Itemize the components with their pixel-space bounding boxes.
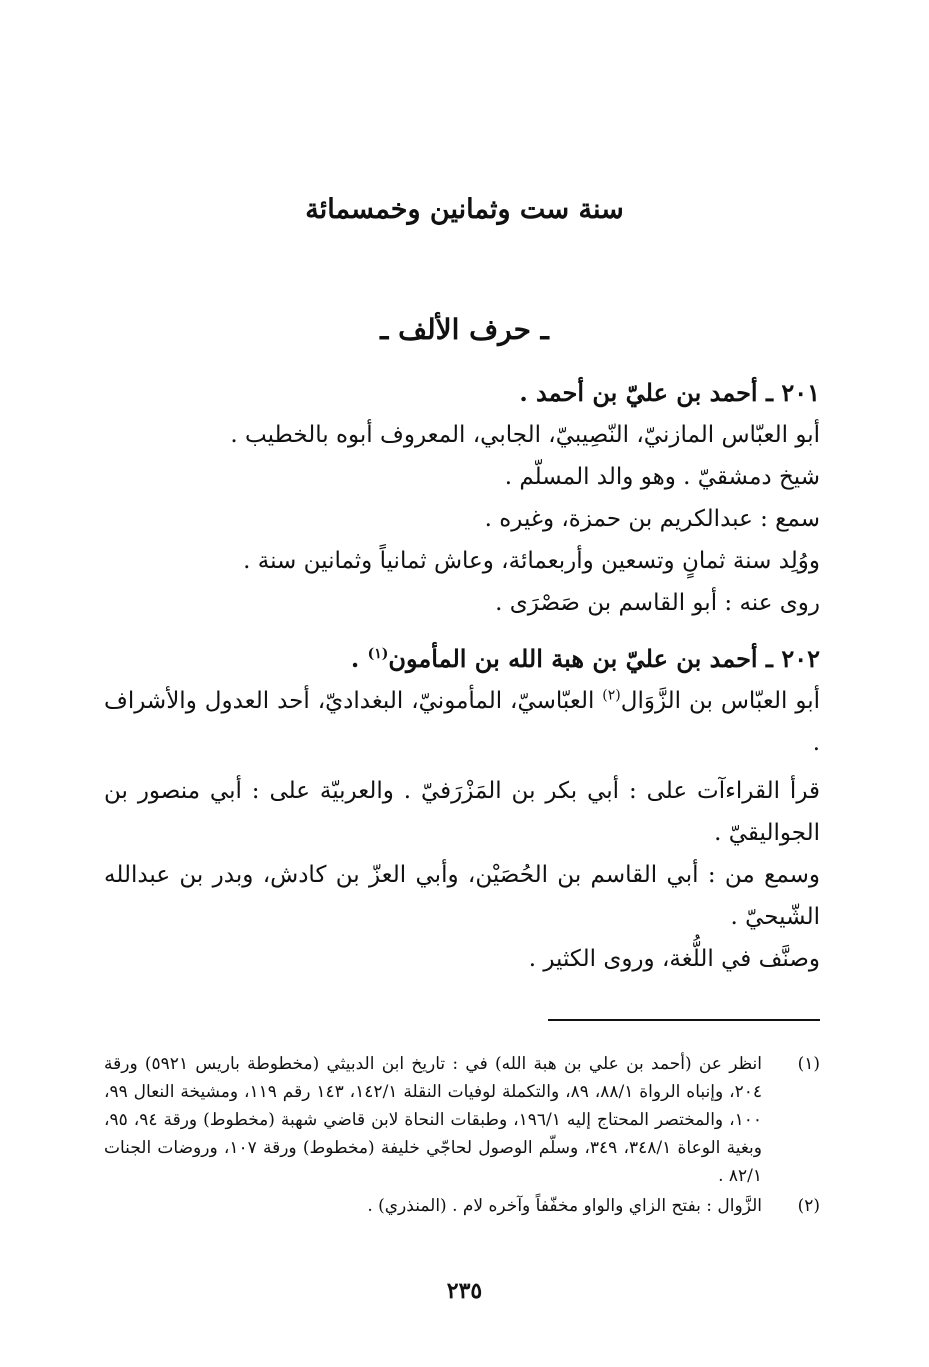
- entry-202-nisba: العبّاسيّ، المأمونيّ، البغداديّ، أحد العدول والأشراف .: [104, 688, 820, 756]
- entry-201-line: روى عنه : أبو القاسم بن صَصْرَى .: [495, 590, 820, 616]
- footnotes: [104, 1050, 820, 1222]
- entry-202-heading-text: ٢٠٢ ـ أحمد بن عليّ بن هبة الله بن المأمون: [388, 644, 820, 673]
- footnote-number: (١): [797, 1054, 820, 1074]
- footnote-ref-2: (٢): [602, 687, 621, 704]
- footnote-text: انظر عن (أحمد بن علي بن هبة الله) في : تاريخ ابن الدبيثي (مخطوطة باريس ٥٩٢١) ورقة ٢٠٤، وإنباه الرواة ٨٨/١، ٨٩، والتكملة لوفيات النقلة ١٤٢/١، ١٤٣ رقم ١١٩، ومشيخة النعال ٩٩، ١٠٠، والمختصر المحتاج إليه ١٩٦/١، وطبقات النحاة لابن قاضي شهبة (مخطوط) ورقة ٩٤، ٩٥، وبغية الوعاة ٣٤٨/١، ٣٤٩، وسلّم الوصول لحاجّي خليفة (مخطوط) ورقة ١٠٧، وروضات الجنات ٨٢/١ .: [104, 1054, 763, 1186]
- footnote-separator: [548, 1019, 820, 1021]
- footnote-1: [104, 1050, 820, 1190]
- entry-201-line: ووُلِد سنة ثمانٍ وتسعين وأربعمائة، وعاش ثمانياً وثمانين سنة .: [243, 548, 820, 574]
- footnote-ref-1: (١): [367, 646, 389, 662]
- entry-202-heading: [104, 638, 820, 680]
- entry-202: [104, 638, 820, 980]
- entry-201-heading: ٢٠١ ـ أحمد بن عليّ بن أحمد .: [519, 378, 820, 407]
- entry-202-paragraph: وسمع من : أبي القاسم بن الحُصَيْن، وأبي العزّ بن كادش، وبدر بن عبدالله الشّيحيّ .: [104, 862, 820, 930]
- entry-202-name: أبو العبّاس بن الزَّوَال: [620, 688, 820, 714]
- section-title: سنة ست وثمانين وخمسمائة: [305, 194, 624, 225]
- entry-201-line: أبو العبّاس المازنيّ، النّصِيبيّ، الجابي، المعروف أبوه بالخطيب .: [230, 422, 820, 448]
- letter-heading: ـ حرف الألف ـ: [380, 313, 549, 346]
- footnote-2: [104, 1192, 820, 1220]
- footnote-text: الزَّوال : بفتح الزاي والواو مخفّفاً وآخره لام . (المنذري) .: [367, 1196, 762, 1216]
- entry-202-heading-end: .: [350, 644, 368, 673]
- entry-201-line: شيخ دمشقيّ . وهو والد المسلّم .: [504, 464, 820, 490]
- footnote-number: (٢): [797, 1196, 820, 1216]
- entry-202-paragraph: قرأ القراءآت على : أبي بكر بن المَزْرَفيّ . والعربيّة على : أبي منصور بن الجواليقيّ .: [104, 778, 820, 846]
- entry-201: [104, 372, 820, 624]
- entry-201-line: سمع : عبدالكريم بن حمزة، وغيره .: [484, 506, 820, 532]
- entry-202-paragraph: وصنَّف في اللُّغة، وروى الكثير .: [528, 946, 820, 972]
- entry-202-paragraph: [104, 680, 820, 764]
- page-number: ٢٣٥: [446, 1278, 483, 1304]
